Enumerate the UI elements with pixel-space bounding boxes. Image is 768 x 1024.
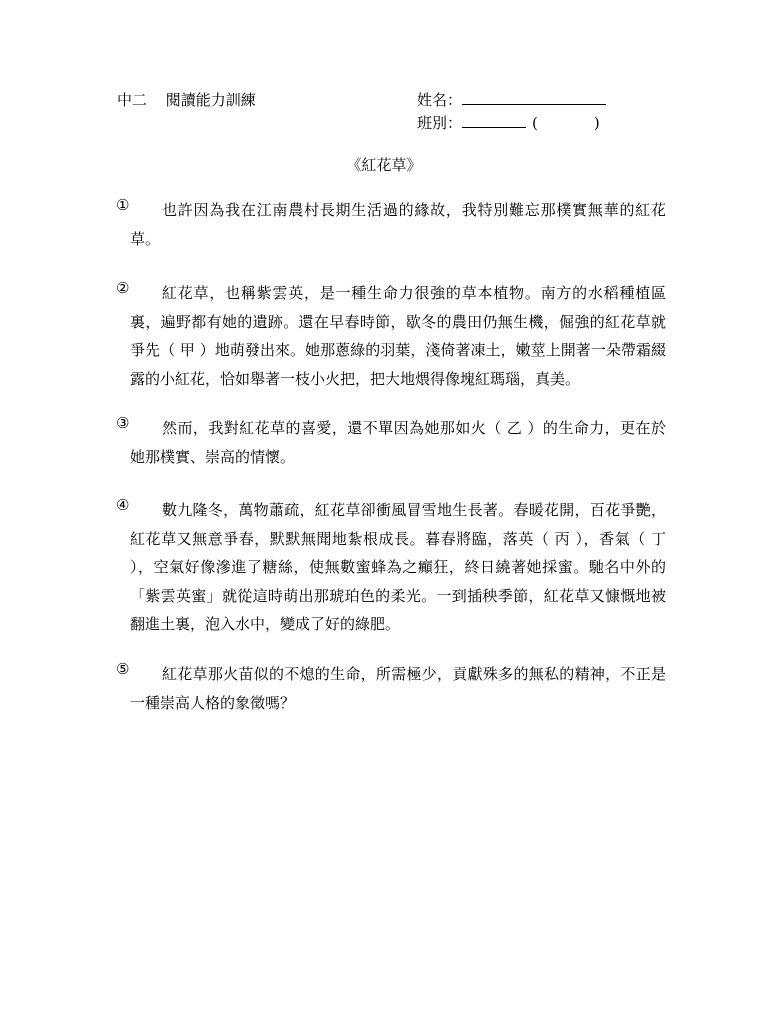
paragraph-text: 數九隆冬，萬物蕭疏，紅花草卻衝風冒雪地生長著。春暖花開，百花爭艷，紅花草又無意爭春，默默無聞地紮根成長。暮春將臨，落英（ 丙 ），香氣（ 丁 ），空氣好像滲進了糖絲，使無數蜜蜂為之癲狂，終日繞著她採蜜。馳名中外的「紫雲英蜜」就從這時萌出那琥珀色的柔光。一到插秧季節，紅花草又慷慨地被翻進土裏，泡入水中，變成了好的綠肥。 — [130, 501, 666, 633]
class-label: 班別： — [417, 114, 463, 132]
paragraph-number: ④ — [116, 496, 130, 514]
grade-label: 中二 — [117, 91, 148, 109]
name-blank — [462, 89, 606, 105]
passage-title: 《紅花草》 — [346, 156, 422, 174]
class-number-paren-close: ) — [593, 114, 600, 132]
paragraph-text: 然而，我對紅花草的喜愛，還不單因為她那如火（ 乙 ）的生命力，更在於她那樸實、崇高的情懷。 — [130, 419, 666, 466]
paragraph-text: 紅花草那火苗似的不熄的生命，所需極少，貢獻殊多的無私的精神，不正是一種崇高人格的象徵嗎？ — [130, 665, 666, 712]
paragraph-number: ⑤ — [116, 660, 130, 678]
paragraph-number: ① — [116, 196, 130, 214]
class-field — [417, 112, 600, 133]
name-field — [417, 89, 606, 110]
paragraph-text: 也許因為我在江南農村長期生活過的緣故，我特別難忘那樸實無華的紅花草。 — [130, 201, 666, 248]
subject-label: 閱讀能力訓練 — [165, 91, 256, 109]
class-number-paren-open: ( — [532, 114, 538, 132]
paragraph-number: ③ — [116, 414, 130, 432]
class-blank — [462, 112, 526, 128]
paragraph-text: 紅花草，也稱紫雲英，是一種生命力很強的草本植物。南方的水稻種植區裏，遍野都有她的遺跡。還在早春時節，歇冬的農田仍無生機，倔強的紅花草就爭先（ 甲 ）地萌發出來。她那蔥綠的羽葉，淺倚著凍土，嫩莖上開著一朵帶霜綴露的小紅花，恰如舉著一枝小火把，把大地煨得像塊紅瑪瑙，真美。 — [130, 284, 666, 388]
name-label: 姓名： — [417, 91, 463, 109]
paragraph-number: ② — [116, 279, 130, 297]
worksheet-header — [117, 89, 256, 110]
